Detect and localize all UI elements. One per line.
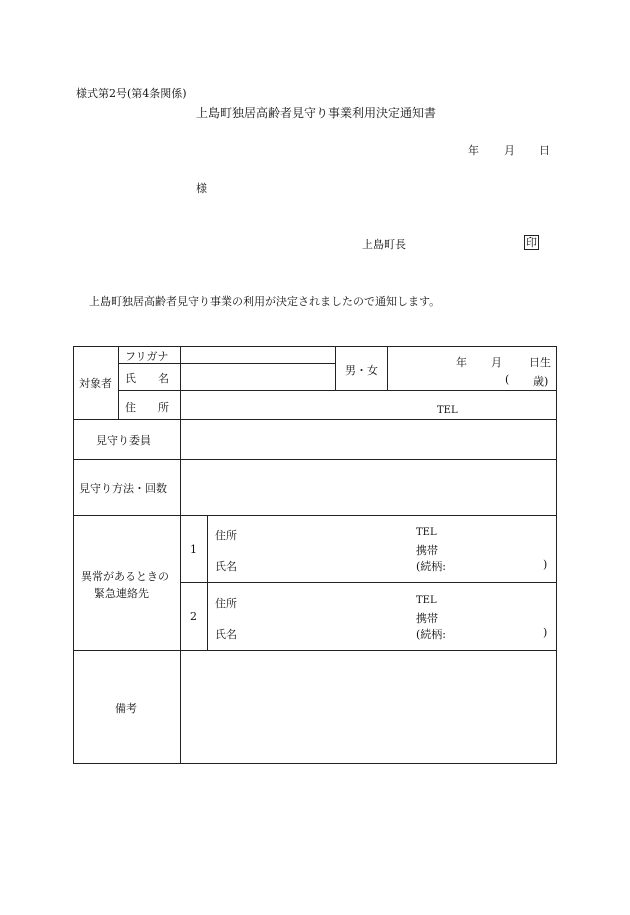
decision-form-table [73,346,557,764]
name-label: 氏 名 [125,372,169,385]
contact-2-number: 2 [190,610,197,623]
contact-1-relation-label: (続柄: [416,560,446,573]
recipient-suffix: 様 [196,182,207,195]
emergency-label-line2: 緊急連絡先 [94,587,149,600]
contact-1-name-label: 氏名 [215,560,237,573]
notification-message: 上島町独居高齢者見守り事業の利用が決定されましたので通知します。 [89,295,441,308]
contact-2-address-label: 住所 [215,597,237,610]
gender-choice: 男・女 [345,364,378,377]
contact-1-relation-close: ) [543,558,548,571]
contact-1-tel-label: TEL [416,527,437,538]
date-day-label: 日 [539,144,550,157]
contact-2-relation-close: ) [543,626,548,639]
birth-day-label: 日生 [529,356,551,369]
watcher-label: 見守り委員 [96,434,151,447]
sender-name: 上島町長 [362,238,406,251]
method-label: 見守り方法・回数 [79,482,167,495]
contact-2-tel-label: TEL [416,595,437,606]
contact-2-relation-label: (続柄: [416,628,446,641]
contact-2-name-label: 氏名 [215,628,237,641]
date-month-label: 月 [504,144,515,157]
remarks-label: 備考 [115,702,137,715]
age-close: 歳) [533,375,549,388]
emergency-label: 異常があるときの [81,570,169,583]
contact-2-mobile-label: 携帯 [416,612,438,625]
address-label: 住 所 [125,401,169,414]
birth-month-label: 月 [491,356,502,369]
contact-1-mobile-label: 携帯 [416,544,438,557]
date-year-label: 年 [468,144,479,157]
birth-year-label: 年 [456,356,467,369]
contact-1-address-label: 住所 [215,529,237,542]
subject-label: 対象者 [79,377,112,390]
form-number: 様式第2号(第4条関係) [76,87,187,100]
furigana-label: フリガナ [125,350,169,363]
document-title: 上島町独居高齢者見守り事業利用決定通知書 [196,106,437,120]
subject-tel-label: TEL [437,405,458,416]
contact-1-number: 1 [190,543,197,556]
age-open: ( [505,373,510,386]
seal-stamp: 印 [526,236,537,249]
